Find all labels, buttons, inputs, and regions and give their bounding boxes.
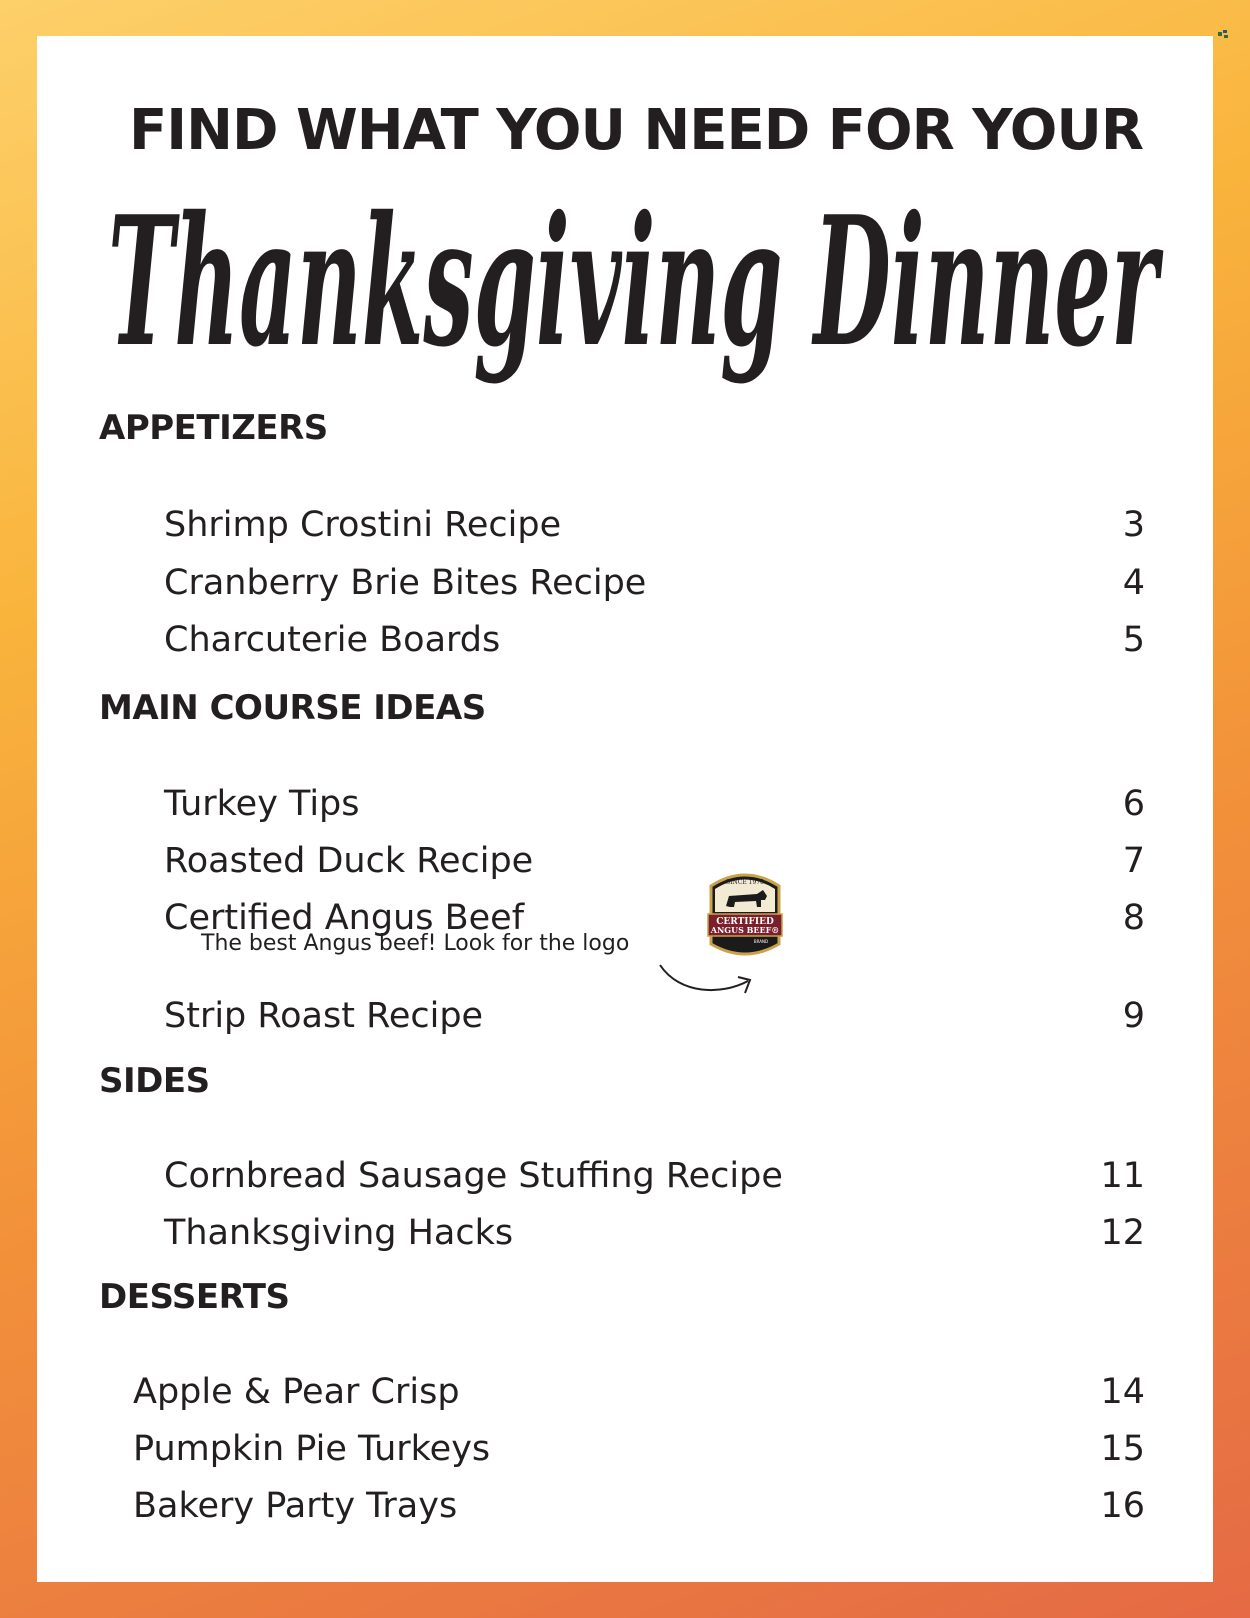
section-title-main-course: MAIN COURSE IDEAS	[99, 688, 486, 728]
toc-entry-page: 16	[1100, 1486, 1145, 1526]
toc-entry-page: 5	[1122, 620, 1145, 660]
toc-entry[interactable]	[133, 1482, 1145, 1530]
toc-entry-label: Roasted Duck Recipe	[164, 841, 534, 881]
toc-entry[interactable]	[164, 559, 1145, 607]
headline: FIND WHAT YOU NEED FOR YOUR	[129, 98, 1143, 163]
section-title-appetizers: APPETIZERS	[99, 408, 328, 448]
angus-note: The best Angus beef! Look for the logo	[201, 931, 630, 956]
toc-entry[interactable]	[133, 1425, 1145, 1473]
toc-entry-page: 14	[1100, 1372, 1145, 1412]
document-page	[37, 36, 1213, 1582]
toc-entry[interactable]	[164, 1152, 1145, 1200]
toc-entry-page: 7	[1122, 841, 1145, 881]
toc-entry[interactable]	[164, 837, 1145, 885]
script-title-text: Thanksgiving Dinner	[108, 177, 1164, 386]
toc-entry-label: Apple & Pear Crisp	[133, 1372, 460, 1412]
toc-entry-page: 12	[1100, 1213, 1145, 1253]
toc-entry-label: Shrimp Crostini Recipe	[164, 505, 562, 545]
toc-entry-page: 4	[1122, 563, 1145, 603]
toc-entry-page: 9	[1122, 996, 1145, 1036]
toc-entry[interactable]	[133, 1368, 1145, 1416]
toc-entry[interactable]	[164, 780, 1145, 828]
toc-entry[interactable]	[164, 501, 1145, 549]
section-title-desserts: DESSERTS	[99, 1277, 290, 1317]
logo-line1: CERTIFIED	[716, 917, 774, 927]
toc-entry-label: Turkey Tips	[164, 784, 360, 824]
section-title-sides: SIDES	[99, 1061, 210, 1101]
toc-entry-label: Strip Roast Recipe	[164, 996, 484, 1036]
toc-entry-page: 11	[1100, 1156, 1145, 1196]
certified-angus-beef-logo	[705, 868, 785, 960]
toc-entry-page: 8	[1122, 898, 1145, 938]
logo-since: SINCE 1978	[726, 879, 764, 886]
logo-brand: BRAND	[753, 939, 769, 944]
toc-entry[interactable]	[164, 616, 1145, 664]
toc-entry[interactable]	[164, 1209, 1145, 1257]
toc-entry-label: Bakery Party Trays	[133, 1486, 458, 1526]
toc-entry-label: Cornbread Sausage Stuffing Recipe	[164, 1156, 783, 1196]
logo-line2: ANGUS BEEF®	[710, 925, 780, 935]
toc-entry-page: 15	[1100, 1429, 1145, 1469]
toc-entry-label: Pumpkin Pie Turkeys	[133, 1429, 491, 1469]
toc-entry-label: Cranberry Brie Bites Recipe	[164, 563, 647, 603]
toc-entry-page: 6	[1122, 784, 1145, 824]
toc-entry[interactable]	[164, 992, 1145, 1040]
toc-entry-label: Certified Angus Beef	[164, 898, 525, 938]
corner-mark-icon	[1218, 30, 1230, 40]
toc-entry-label: Charcuterie Boards	[164, 620, 501, 660]
toc-entry-label: Thanksgiving Hacks	[164, 1213, 514, 1253]
toc-entry-page: 3	[1122, 505, 1145, 545]
